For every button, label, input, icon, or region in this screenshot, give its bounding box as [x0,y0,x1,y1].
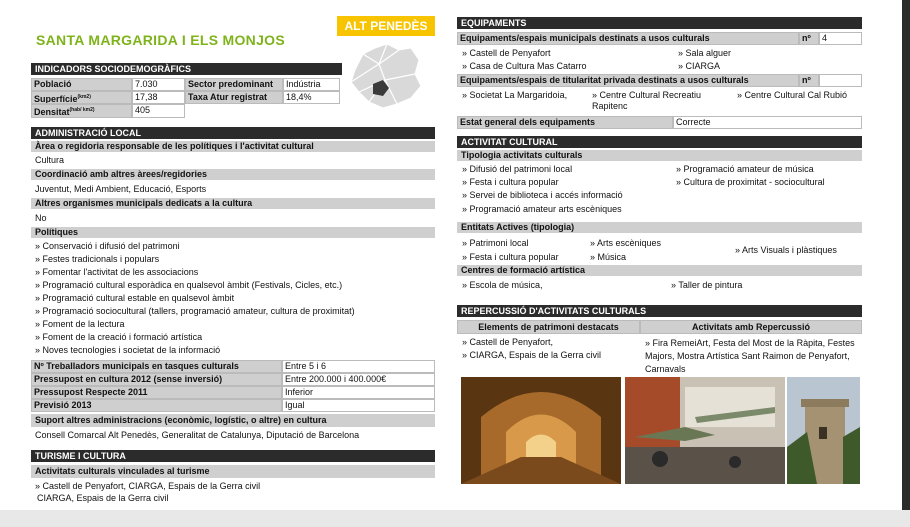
admin-header: ADMINISTRACIÓ LOCAL [31,127,435,139]
museum-photo [625,377,785,484]
centre-item: » Escola de música, [462,280,543,291]
tipologia-item: » Programació amateur de música [676,164,814,175]
tunnel-photo [461,377,621,484]
page-title: SANTA MARGARIDA I ELS MONJOS [36,32,285,48]
centre-item: » Taller de pintura [671,280,742,291]
repercussio-header: REPERCUSSIÓ D'ACTIVITATS CULTURALS [457,305,862,317]
pressupost-value: Entre 200.000 i 400.000€ [282,373,435,386]
patrimoni-col-label: Elements de patrimoni destacats [457,320,640,334]
sector-value: Indústria [283,78,340,91]
estat-label: Estat general dels equipaments [457,116,673,129]
activitats-text: » Fira RemeiArt, Festa del Most de la Ràpita, Festes Majors, Mostra Artística Sant Raimon de Penyafort, Carnavals [645,337,855,376]
privats-n-label: nº [799,74,819,87]
densitat-label: Densitat$^{(hab/ km2)}$ [31,104,132,118]
politica-item: » Programació cultural estable en qualsevol àmbit [35,293,234,304]
politica-item: » Festes tradicionals i populars [35,254,159,265]
municipals-n-label: nº [799,32,819,45]
tipologia-item: » Servei de biblioteca i accés informació [462,190,623,201]
politiques-label: Polítiques [31,227,435,238]
patrimoni-item: » CIARGA, Espais de la Gerra civil [462,350,601,361]
politica-item: » Programació cultural esporàdica en qualsevol àmbit (Festivals, Cicles, etc.) [35,280,342,291]
tipologia-item: » Programació amateur arts escèniques [462,204,622,215]
treballadors-label: Nº Treballadors municipals en tasques culturals [31,360,282,373]
castle-photo [787,377,860,484]
respecte-value: Inferior [282,386,435,399]
superficie-value: 17,38 [132,91,185,104]
pressupost-label: Pressupost en cultura 2012 (sense inversió) [31,373,282,386]
entitats-label: Entitats Actives (tipologia) [457,222,862,233]
coord-value: Juventut, Medi Ambient, Educació, Esports [35,184,207,194]
indicators-header: INDICADORS SOCIODEMOGRÀFICS [31,63,342,75]
org-label: Altres organismes municipals dedicats a la cultura [31,198,435,209]
atur-value: 18,4% [283,91,340,104]
estat-value: Correcte [673,116,862,129]
poblacio-label: Població [31,78,132,91]
activitat-header: ACTIVITAT CULTURAL [457,136,862,148]
area-label: Àrea o regidoria responsable de les polítiques i l'activitat cultural [31,141,435,152]
turisme-line: CIARGA, Espais de la Gerra civil [37,493,169,503]
municipal-item: » Sala alguer [678,48,731,59]
poblacio-value: 7.030 [132,78,185,91]
suport-value: Consell Comarcal Alt Penedès, Generalitat de Catalunya, Diputació de Barcelona [35,430,360,440]
entitat-item: » Arts escèniques [590,238,661,249]
atur-label: Taxa Atur registrat [185,91,283,104]
area-value: Cultura [35,155,65,165]
municipals-count: 4 [819,32,862,45]
entitat-item: » Música [590,252,626,263]
municipal-item: » CIARGA [678,61,720,72]
privat-item: » Centre Cultural Cal Rubió [737,90,847,101]
previsio-value: Igual [282,399,435,412]
window-edge [902,0,910,527]
tipologia-item: » Festa i cultura popular [462,177,559,188]
tipologia-item: » Cultura de proximitat - sociocultural [676,177,825,188]
turisme-activitats-label: Activitats culturals vinculades al turisme [31,465,435,478]
region-map [345,40,427,112]
municipals-label: Equipaments/espais municipals destinats a usos culturals [457,32,799,45]
turisme-header: TURISME I CULTURA [31,450,435,462]
previsio-label: Previsió 2013 [31,399,282,412]
tipologia-item: » Difusió del patrimoni local [462,164,572,175]
politica-item: » Foment de la lectura [35,319,125,330]
densitat-value: 405 [132,104,185,118]
turisme-line: » Castell de Penyafort, CIARGA, Espais de la Gerra civil [35,481,260,492]
centres-label: Centres de formació artística [457,265,862,276]
respecte-label: Pressupost Respecte 2011 [31,386,282,399]
politica-item: » Conservació i difusió del patrimoni [35,241,180,252]
superficie-label: Superfície$^{(km2)}$ [31,91,132,104]
privats-label: Equipaments/espais de titularitat privada destinats a usos culturals [457,74,799,87]
patrimoni-item: » Castell de Penyafort, [462,337,553,348]
politica-item: » Noves tecnologies i societat de la informació [35,345,220,356]
entitat-item: » Arts Visuals i plàstiques [735,245,837,256]
treballadors-value: Entre 5 i 6 [282,360,435,373]
municipal-item: » Castell de Penyafort [462,48,551,59]
tipologia-label: Tipologia activitats culturals [457,150,862,161]
activitats-col-label: Activitats amb Repercussió [640,320,862,334]
entitat-item: » Patrimoni local [462,238,529,249]
politica-item: » Fomentar l'activitat de les associacions [35,267,198,278]
municipal-item: » Casa de Cultura Mas Catarro [462,61,587,72]
page-footer-strip [0,510,910,527]
coord-label: Coordinació amb altres àrees/regidories [31,169,435,180]
politica-item: » Foment de la creació i formació artística [35,332,202,343]
sector-label: Sector predominant [185,78,283,91]
region-badge: ALT PENEDÈS [337,16,435,36]
privat-item: » Societat La Margaridoia, [462,90,567,101]
entitat-item: » Festa i cultura popular [462,252,559,263]
politica-item: » Programació sociocultural (tallers, programació amateur, cultura de proximitat) [35,306,355,317]
equipaments-header: EQUIPAMENTS [457,17,862,29]
suport-label: Suport altres administracions (econòmic, logístic, o altre) en cultura [31,414,435,427]
privats-count [819,74,862,87]
privat-item: » Centre Cultural Recreatiu Rapitenc [592,90,717,112]
org-value: No [35,213,47,223]
